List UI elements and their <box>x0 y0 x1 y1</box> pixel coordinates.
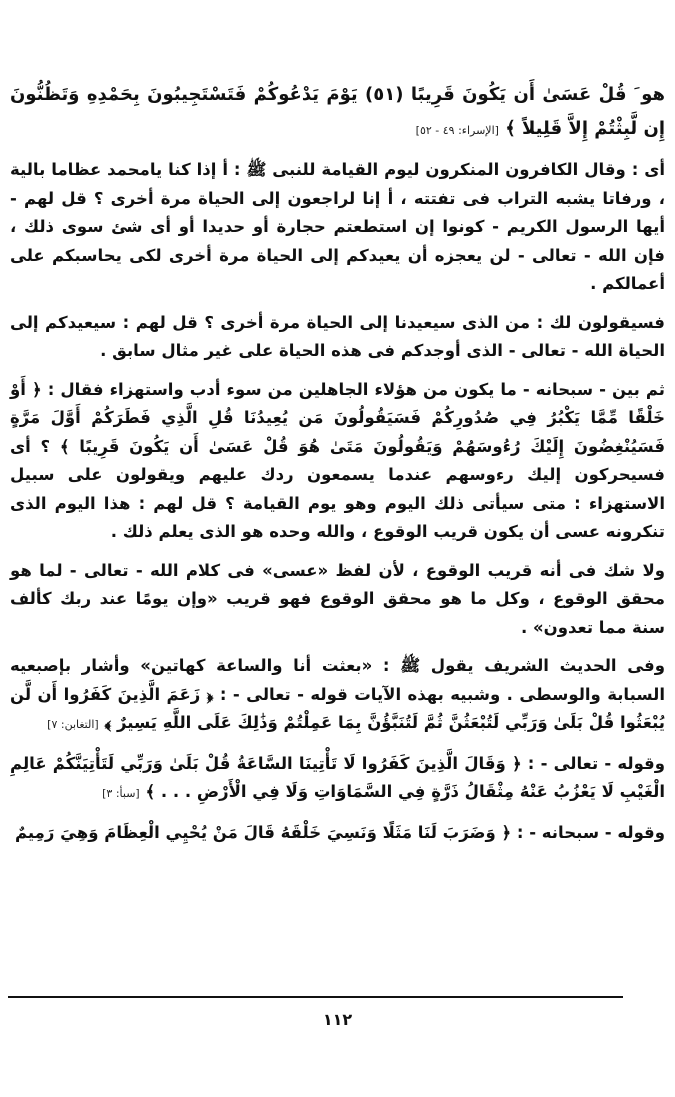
verse-reference: [التغابن: ٧] <box>47 718 99 731</box>
paragraph-text: ثم بين - سبحانه - ما يكون من هؤلاء الجاهلين من سوء أدب واستهزاء فقال : ﴿ أَوْ خَلْقًا مِّمَّا يَكْبُرُ فِي صُدُورِكُمْ فَسَيَقُولُونَ مَن يُعِيدُنَا قُلِ الَّذِي فَطَرَكُمْ أَوَّلَ مَرَّةٍ فَسَيُنْغِضُونَ إِلَيْكَ رُءُوسَهُمْ وَيَقُولُونَ مَتَىٰ هُوَ قُلْ عَسَىٰ أَن يَكُونَ قَرِيبًا ﴾ ؟ أى فسيحركون إليك رءوسهم عندما يسمعون ردك عليهم ويقولون على سبيل الاستهزاء : متى سيأتى ذلك اليوم وهو يوم القيامة ؟ قل لهم : هذا اليوم الذى تنكرونه عسى أن يكون قريب الوقوع ، والله وحده هو الذى يعلم ذلك . <box>10 379 665 541</box>
commentary-paragraph <box>10 557 665 643</box>
commentary-paragraph <box>10 309 665 366</box>
paragraph-text: ولا شك فى أنه قريب الوقوع ، لأن لفظ «عسى» فى كلام الله - تعالى - لما هو محقق الوقوع ، وكل ما هو محقق الوقوع فهو قريب «وإن يومًا عند ربك كألف سنة مما تعدون» . <box>10 560 665 637</box>
commentary-paragraph <box>10 750 665 809</box>
commentary-paragraph <box>10 652 665 740</box>
commentary-paragraph <box>10 376 665 547</box>
footer-divider <box>8 996 623 998</box>
paragraph-text: أى : وقال الكافرون المنكرون ليوم القيامة للنبى ﷺ : أ إذا كنا يامحمد عظاما بالية ، ورفاتا يشبه التراب فى تفتته ، أ إنا لراجعون إلى الحياة مرة أخرى ؟ قل لهم - أيها الرسول الكريم - كونوا إن استطعتم حجارة أو حديدا أو أى شئ سوى ذلك ، فإن الله - تعالى - لن يعجزه أن يعيدكم إلى الحياة مرة أخرى لكى يحاسبكم على أعمالكم . <box>10 160 665 293</box>
verse-text: هو َ قُلْ عَسَىٰ أَن يَكُونَ قَرِيبًا (٥١) يَوْمَ يَدْعُوكُمْ فَتَسْتَجِيبُونَ بِحَمْدِهِ وَتَظُنُّونَ إِن لَّبِثْتُمْ إِلاَّ قَلِيلاً ﴾ <box>10 84 665 139</box>
page-number: ١١٢ <box>322 1010 353 1029</box>
verse-reference: [الإسراء: ٤٩ - ٥٢] <box>415 124 499 137</box>
paragraph-text: وقوله - تعالى - : ﴿ وَقَالَ الَّذِينَ كَفَرُوا لَا تَأْتِينَا السَّاعَةُ قُلْ بَلَىٰ وَرَبِّي لَتَأْتِيَنَّكُمْ عَالِمِ الْغَيْبِ لَا يَعْزُبُ عَنْهُ مِثْقَالُ ذَرَّةٍ فِي السَّمَاوَاتِ وَلَا فِي الْأَرْضِ . . . ﴾ <box>10 753 665 801</box>
commentary-paragraph <box>10 819 665 848</box>
paragraph-text: فسيقولون لك : من الذى سيعيدنا إلى الحياة مرة أخرى ؟ قل لهم : سيعيدكم إلى الحياة الله - تعالى - الذى أوجدكم فى هذه الحياة على غير مثال سابق . <box>10 312 665 360</box>
verse-reference: [سبأ: ٣] <box>102 787 140 800</box>
paragraph-text: وفى الحديث الشريف يقول ﷺ : «بعثت أنا والساعة كهاتين» وأشار بإصبعيه السبابة والوسطى . وشبيه بهذه الآيات قوله - تعالى - : ﴿ زَعَمَ الَّذِينَ كَفَرُوا أَن لَّن يُبْعَثُوا قُلْ بَلَىٰ وَرَبِّي لَتُبْعَثُنَّ ثُمَّ لَتُنَبَّؤُنَّ بِمَا عَمِلْتُمْ وَذَٰلِكَ عَلَى اللَّهِ يَسِيرٌ ﴾ <box>10 656 665 732</box>
verse-paragraph <box>10 78 665 148</box>
commentary-paragraph <box>10 156 665 299</box>
page-body <box>10 78 665 857</box>
paragraph-text: وقوله - سبحانه - : ﴿ وَضَرَبَ لَنَا مَثَلًا وَنَسِيَ خَلْقَهُ قَالَ مَنْ يُحْيِي الْعِظَامَ وَهِيَ رَمِيمٌ <box>14 822 665 842</box>
